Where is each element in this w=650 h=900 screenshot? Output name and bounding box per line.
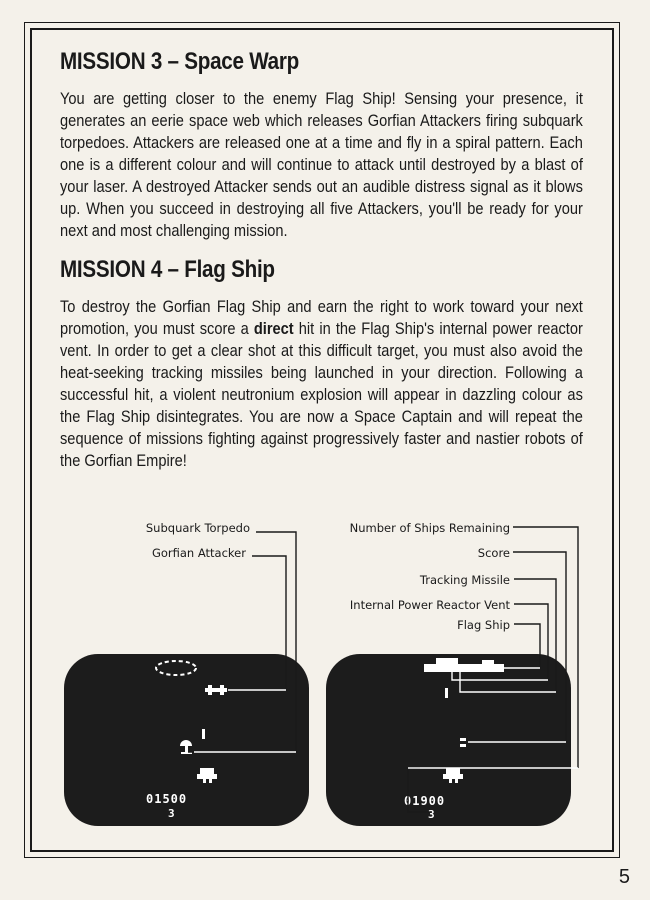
label-score: Score: [477, 546, 510, 560]
right-score-readout: 01900: [404, 794, 446, 808]
mission-4-heading: MISSION 4 – Flag Ship: [60, 256, 275, 283]
mission-3-body: You are getting closer to the enemy Flag Ship! Sensing your presence, it generates an eerie space web which releases Gorfian Attackers firing subquark torpedoes. Attackers are released one at a time and fly in a spiral pattern. Each one is a different colour and will continue to attack until destroyed by a blast of your laser. A destroyed Attacker sends out an audible distress signal as it blows up. When you succeed in destroying all five Attackers, you'll be ready for your next and most challenging mission.: [60, 89, 583, 240]
label-tracking-missile: Tracking Missile: [419, 573, 510, 587]
right-lives-readout: 3: [428, 808, 435, 821]
left-score-readout: 01500: [146, 792, 188, 806]
page-number: 5: [618, 866, 630, 888]
label-ships-remaining: Number of Ships Remaining: [349, 521, 510, 535]
player-ship-right-icon: [443, 768, 463, 783]
mission-4-body-emphasis: direct: [253, 319, 294, 338]
space-web-icon: [156, 661, 196, 675]
player-ship-left-icon: [197, 768, 217, 783]
label-subquark-torpedo: Subquark Torpedo: [145, 521, 250, 535]
label-reactor-vent: Internal Power Reactor Vent: [349, 598, 510, 612]
left-lives-readout: 3: [168, 807, 175, 820]
left-leader-lines: [188, 532, 296, 752]
subquark-torpedo-icon: [205, 685, 227, 695]
enemy-shot-icon: [460, 738, 466, 747]
flag-ship-icon: [424, 658, 504, 672]
mission-4-body-part-2: hit in the Flag Ship's internal power reactor vent. In order to get a clear shot at this difficult target, you must also avoid the heat-seeking tracking missiles being launched in your direction. Following a successful hit, a violent neutronium explosion will appear in dazzling colour as the Flag Ship disintegrates. You are now a Space Captain and will repeat the sequence of missions fighting against progressively faster and nastier robots of the Gorfian Empire!: [60, 319, 583, 470]
player-laser-left: [202, 729, 205, 739]
mission-3-heading: MISSION 3 – Space Warp: [60, 48, 300, 75]
label-gorfian-attacker: Gorfian Attacker: [151, 546, 246, 560]
tracking-missile-icon: [445, 688, 448, 698]
mission-4-body-part-1: To destroy the Gorfian Flag Ship and earn the right to work toward your next promotion, you must score a: [60, 297, 583, 338]
label-flag-ship: Flag Ship: [457, 618, 510, 632]
